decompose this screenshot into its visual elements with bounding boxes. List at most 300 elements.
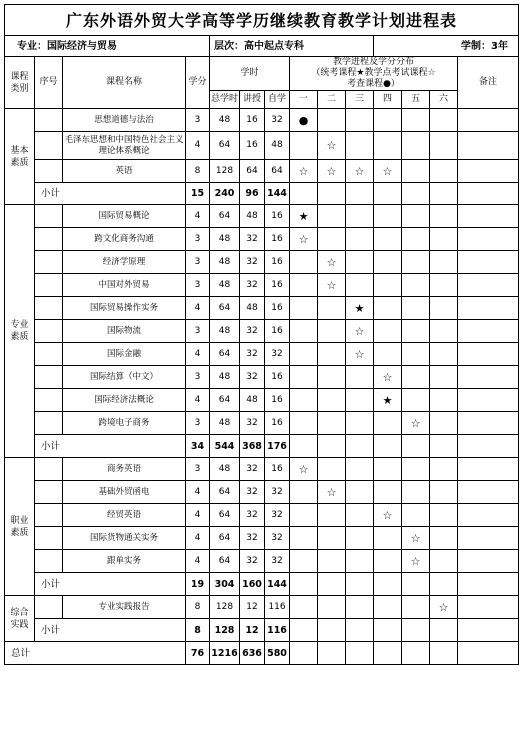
lecture-cell: 32 [240, 504, 265, 527]
semester-6-mark: ☆ [430, 596, 458, 619]
semester-6-mark [430, 251, 458, 274]
self-study-cell: 16 [265, 366, 290, 389]
semester-2-mark [318, 343, 346, 366]
seq-cell [35, 550, 63, 573]
semester-2-mark: ☆ [318, 481, 346, 504]
subtotal-row [5, 183, 519, 205]
semester-3-mark [346, 550, 374, 573]
semester-4-mark [374, 527, 402, 550]
seq-cell [35, 274, 63, 297]
empty-cell [430, 573, 458, 596]
empty-cell [458, 183, 519, 205]
total-hours-cell: 64 [210, 132, 240, 160]
table-row [5, 228, 519, 251]
credit-cell: 4 [186, 504, 210, 527]
semester-4-mark: ☆ [374, 160, 402, 183]
semester-1-mark: ● [290, 109, 318, 132]
self-study-cell: 16 [265, 412, 290, 435]
semester-1-mark [290, 527, 318, 550]
semester-3-mark [346, 389, 374, 412]
header-lecture: 讲授 [240, 91, 265, 109]
semester-6-mark [430, 228, 458, 251]
semester-1-mark [290, 481, 318, 504]
course-name-cell: 国际结算（中文） [63, 366, 186, 389]
semester-6-mark [430, 458, 458, 481]
empty-cell [318, 642, 346, 665]
subtotal-label: 小计 [35, 573, 186, 596]
semester-5-mark [402, 205, 430, 228]
remark-cell [458, 596, 519, 619]
course-name-cell: 国际金融 [63, 343, 186, 366]
remark-cell [458, 504, 519, 527]
semester-4-mark [374, 228, 402, 251]
remark-cell [458, 297, 519, 320]
header-semester-6: 六 [430, 91, 458, 109]
lecture-cell: 32 [240, 527, 265, 550]
lecture-cell: 48 [240, 297, 265, 320]
subtotal-credit: 19 [186, 573, 210, 596]
semester-4-mark [374, 297, 402, 320]
credit-cell: 3 [186, 228, 210, 251]
total-hours-cell: 64 [210, 550, 240, 573]
semester-1-mark [290, 132, 318, 160]
lecture-cell: 32 [240, 412, 265, 435]
credit-cell: 3 [186, 109, 210, 132]
semester-5-mark [402, 228, 430, 251]
semester-5-mark [402, 389, 430, 412]
semester-5-mark [402, 481, 430, 504]
remark-cell [458, 343, 519, 366]
lecture-cell: 48 [240, 389, 265, 412]
self-study-cell: 48 [265, 132, 290, 160]
semester-3-mark: ★ [346, 297, 374, 320]
semester-2-mark [318, 412, 346, 435]
semester-6-mark [430, 527, 458, 550]
lecture-cell: 32 [240, 458, 265, 481]
level-label: 层次：高中起点专科 [210, 36, 374, 57]
semester-2-mark [318, 228, 346, 251]
semester-2-mark: ☆ [318, 160, 346, 183]
semester-6-mark [430, 274, 458, 297]
remark-cell [458, 458, 519, 481]
header-semesters-note: 教学进程及学分分布 （统考课程★教学点考试课程☆ 考查课程●） [290, 57, 458, 91]
semester-5-mark [402, 109, 430, 132]
total-hours-cell: 48 [210, 274, 240, 297]
empty-cell [430, 183, 458, 205]
semester-4-mark [374, 412, 402, 435]
remark-cell [458, 132, 519, 160]
course-name-cell: 中国对外贸易 [63, 274, 186, 297]
subtotal-lecture: 96 [240, 183, 265, 205]
self-study-cell: 16 [265, 389, 290, 412]
credit-cell: 4 [186, 132, 210, 160]
self-study-cell: 32 [265, 481, 290, 504]
semester-3-mark [346, 366, 374, 389]
semester-6-mark [430, 389, 458, 412]
self-study-cell: 16 [265, 228, 290, 251]
subtotal-label: 小计 [35, 619, 186, 642]
table-row [5, 389, 519, 412]
semester-3-mark [346, 504, 374, 527]
lecture-cell: 32 [240, 228, 265, 251]
semester-3-mark: ☆ [346, 343, 374, 366]
semester-1-mark [290, 389, 318, 412]
semester-4-mark [374, 550, 402, 573]
grand-total-total: 1216 [210, 642, 240, 665]
remark-cell [458, 412, 519, 435]
semester-4-mark [374, 458, 402, 481]
total-hours-cell: 48 [210, 228, 240, 251]
semester-5-mark [402, 251, 430, 274]
empty-cell [290, 573, 318, 596]
semester-4-mark: ☆ [374, 504, 402, 527]
total-hours-cell: 64 [210, 205, 240, 228]
remark-cell [458, 320, 519, 343]
semester-2-mark [318, 504, 346, 527]
semester-1-mark [290, 366, 318, 389]
course-name-cell: 商务英语 [63, 458, 186, 481]
semester-3-mark [346, 228, 374, 251]
lecture-cell: 32 [240, 320, 265, 343]
subtotal-self: 176 [265, 435, 290, 458]
semester-6-mark [430, 550, 458, 573]
subtotal-self: 144 [265, 183, 290, 205]
empty-cell [374, 642, 402, 665]
semester-3-mark [346, 274, 374, 297]
credit-cell: 3 [186, 366, 210, 389]
seq-cell [35, 389, 63, 412]
empty-cell [430, 642, 458, 665]
seq-cell [35, 132, 63, 160]
plan-table [4, 4, 519, 665]
semester-2-mark [318, 527, 346, 550]
subtotal-self: 144 [265, 573, 290, 596]
header-course: 课程名称 [63, 57, 186, 109]
semester-6-mark [430, 205, 458, 228]
table-row [5, 132, 519, 160]
semester-3-mark: ☆ [346, 320, 374, 343]
remark-cell [458, 481, 519, 504]
semester-1-mark [290, 251, 318, 274]
semester-4-mark: ★ [374, 389, 402, 412]
semester-1-mark: ☆ [290, 228, 318, 251]
empty-cell [346, 183, 374, 205]
empty-cell [402, 183, 430, 205]
empty-cell [318, 435, 346, 458]
empty-cell [290, 435, 318, 458]
semester-2-mark [318, 297, 346, 320]
lecture-cell: 32 [240, 366, 265, 389]
semester-6-mark [430, 297, 458, 320]
lecture-cell: 32 [240, 481, 265, 504]
empty-cell [458, 435, 519, 458]
table-row [5, 481, 519, 504]
semester-5-mark [402, 366, 430, 389]
seq-cell [35, 527, 63, 550]
table-row [5, 504, 519, 527]
credit-cell: 4 [186, 205, 210, 228]
semester-4-mark [374, 343, 402, 366]
seq-cell [35, 366, 63, 389]
semester-3-mark [346, 527, 374, 550]
empty-cell [346, 435, 374, 458]
semester-4-mark [374, 320, 402, 343]
semester-1-mark: ☆ [290, 458, 318, 481]
duration-label: 学制：3年 [374, 36, 519, 57]
seq-cell [35, 481, 63, 504]
plan-body [5, 109, 519, 665]
credit-cell: 4 [186, 343, 210, 366]
semester-3-mark [346, 481, 374, 504]
table-row [5, 596, 519, 619]
semester-3-mark [346, 596, 374, 619]
table-row [5, 320, 519, 343]
header-total-hours: 总学时 [210, 91, 240, 109]
self-study-cell: 32 [265, 343, 290, 366]
course-name-cell: 思想道德与法治 [63, 109, 186, 132]
header-category: 课程 类别 [5, 57, 35, 109]
empty-cell [458, 642, 519, 665]
header-semester-3: 三 [346, 91, 374, 109]
total-hours-cell: 64 [210, 504, 240, 527]
semester-3-mark [346, 205, 374, 228]
semester-4-mark [374, 109, 402, 132]
seq-cell [35, 251, 63, 274]
seq-cell [35, 412, 63, 435]
remark-cell [458, 550, 519, 573]
empty-cell [346, 573, 374, 596]
semester-1-mark [290, 596, 318, 619]
semester-6-mark [430, 109, 458, 132]
subtotal-label: 小计 [35, 435, 186, 458]
credit-cell: 3 [186, 320, 210, 343]
table-row [5, 109, 519, 132]
plan-sheet [4, 4, 518, 665]
header-semester-5: 五 [402, 91, 430, 109]
semester-5-mark [402, 274, 430, 297]
empty-cell [458, 619, 519, 642]
lecture-cell: 16 [240, 109, 265, 132]
empty-cell [318, 573, 346, 596]
grand-total-label: 总计 [5, 642, 186, 665]
header-semester-4: 四 [374, 91, 402, 109]
semester-5-mark [402, 132, 430, 160]
total-hours-cell: 48 [210, 109, 240, 132]
self-study-cell: 16 [265, 297, 290, 320]
lecture-cell: 32 [240, 251, 265, 274]
credit-cell: 3 [186, 412, 210, 435]
seq-cell [35, 504, 63, 527]
empty-cell [402, 573, 430, 596]
subtotal-lecture: 12 [240, 619, 265, 642]
remark-cell [458, 109, 519, 132]
subtotal-row [5, 573, 519, 596]
empty-cell [346, 619, 374, 642]
semester-5-mark: ☆ [402, 412, 430, 435]
semester-6-mark [430, 366, 458, 389]
subtotal-total: 544 [210, 435, 240, 458]
empty-cell [318, 183, 346, 205]
remark-cell [458, 527, 519, 550]
credit-cell: 4 [186, 297, 210, 320]
empty-cell [430, 435, 458, 458]
total-hours-cell: 48 [210, 320, 240, 343]
seq-cell [35, 320, 63, 343]
self-study-cell: 32 [265, 109, 290, 132]
semester-6-mark [430, 504, 458, 527]
subtotal-total: 128 [210, 619, 240, 642]
subtotal-label: 小计 [35, 183, 186, 205]
grand-total-lecture: 636 [240, 642, 265, 665]
credit-cell: 4 [186, 527, 210, 550]
semester-5-mark [402, 160, 430, 183]
semester-6-mark [430, 320, 458, 343]
total-hours-cell: 64 [210, 297, 240, 320]
table-row [5, 550, 519, 573]
credit-cell: 3 [186, 458, 210, 481]
empty-cell [402, 619, 430, 642]
remark-cell [458, 205, 519, 228]
empty-cell [346, 642, 374, 665]
page-title: 广东外语外贸大学高等学历继续教育教学计划进程表 [5, 5, 519, 36]
subtotal-row [5, 619, 519, 642]
semester-1-mark [290, 504, 318, 527]
semester-4-mark: ☆ [374, 366, 402, 389]
semester-5-mark [402, 596, 430, 619]
semester-6-mark [430, 481, 458, 504]
semester-4-mark [374, 274, 402, 297]
header-semester-1: 一 [290, 91, 318, 109]
semester-2-mark: ☆ [318, 251, 346, 274]
table-row [5, 343, 519, 366]
subtotal-lecture: 368 [240, 435, 265, 458]
total-hours-cell: 48 [210, 366, 240, 389]
lecture-cell: 16 [240, 132, 265, 160]
empty-cell [402, 435, 430, 458]
table-row [5, 366, 519, 389]
semester-3-mark [346, 458, 374, 481]
self-study-cell: 32 [265, 504, 290, 527]
semester-4-mark [374, 481, 402, 504]
credit-cell: 4 [186, 550, 210, 573]
semester-2-mark [318, 205, 346, 228]
self-study-cell: 32 [265, 527, 290, 550]
seq-cell [35, 160, 63, 183]
empty-cell [290, 619, 318, 642]
semester-5-mark [402, 458, 430, 481]
semester-3-mark [346, 251, 374, 274]
semester-1-mark: ☆ [290, 160, 318, 183]
seq-cell [35, 343, 63, 366]
semester-1-mark [290, 274, 318, 297]
category-cell: 专业 素质 [5, 205, 35, 458]
semester-2-mark [318, 458, 346, 481]
semester-3-mark [346, 412, 374, 435]
table-row [5, 160, 519, 183]
subtotal-credit: 8 [186, 619, 210, 642]
seq-cell [35, 596, 63, 619]
header-seq: 序号 [35, 57, 63, 109]
total-hours-cell: 64 [210, 527, 240, 550]
table-row [5, 274, 519, 297]
subtotal-credit: 15 [186, 183, 210, 205]
course-name-cell: 专业实践报告 [63, 596, 186, 619]
semester-1-mark [290, 297, 318, 320]
total-hours-cell: 64 [210, 481, 240, 504]
self-study-cell: 32 [265, 550, 290, 573]
total-hours-cell: 64 [210, 389, 240, 412]
credit-cell: 8 [186, 160, 210, 183]
remark-cell [458, 366, 519, 389]
seq-cell [35, 458, 63, 481]
header-self-study: 自学 [265, 91, 290, 109]
header-hours: 学时 [210, 57, 290, 91]
semester-4-mark [374, 251, 402, 274]
empty-cell [458, 573, 519, 596]
course-name-cell: 跨文化商务沟通 [63, 228, 186, 251]
self-study-cell: 116 [265, 596, 290, 619]
semester-1-mark: ★ [290, 205, 318, 228]
seq-cell [35, 109, 63, 132]
seq-cell [35, 297, 63, 320]
course-name-cell: 毛泽东思想和中国特色社会主义理论体系概论 [63, 132, 186, 160]
table-row [5, 297, 519, 320]
semester-3-mark [346, 109, 374, 132]
course-name-cell: 跟单实务 [63, 550, 186, 573]
table-row [5, 458, 519, 481]
subtotal-lecture: 160 [240, 573, 265, 596]
semester-2-mark [318, 389, 346, 412]
lecture-cell: 32 [240, 274, 265, 297]
semester-2-mark [318, 596, 346, 619]
semester-1-mark [290, 412, 318, 435]
semester-2-mark [318, 109, 346, 132]
empty-cell [402, 642, 430, 665]
semester-6-mark [430, 160, 458, 183]
grand-total-credit: 76 [186, 642, 210, 665]
semester-4-mark [374, 596, 402, 619]
semester-2-mark [318, 550, 346, 573]
subtotal-credit: 34 [186, 435, 210, 458]
course-name-cell: 国际贸易操作实务 [63, 297, 186, 320]
seq-cell [35, 205, 63, 228]
subtotal-row [5, 435, 519, 458]
semester-6-mark [430, 132, 458, 160]
table-row [5, 527, 519, 550]
total-hours-cell: 48 [210, 458, 240, 481]
course-name-cell: 经济学原理 [63, 251, 186, 274]
total-hours-cell: 64 [210, 343, 240, 366]
semester-6-mark [430, 343, 458, 366]
semester-3-mark: ☆ [346, 160, 374, 183]
remark-cell [458, 160, 519, 183]
lecture-cell: 64 [240, 160, 265, 183]
course-name-cell: 国际贸易概论 [63, 205, 186, 228]
header-remark: 备注 [458, 57, 519, 109]
semester-1-mark [290, 550, 318, 573]
course-name-cell: 跨境电子商务 [63, 412, 186, 435]
empty-cell [374, 435, 402, 458]
semester-2-mark [318, 366, 346, 389]
table-row [5, 412, 519, 435]
credit-cell: 3 [186, 251, 210, 274]
semester-5-mark [402, 320, 430, 343]
course-name-cell: 经贸英语 [63, 504, 186, 527]
subtotal-total: 240 [210, 183, 240, 205]
credit-cell: 4 [186, 389, 210, 412]
semester-4-mark [374, 205, 402, 228]
semester-2-mark: ☆ [318, 132, 346, 160]
